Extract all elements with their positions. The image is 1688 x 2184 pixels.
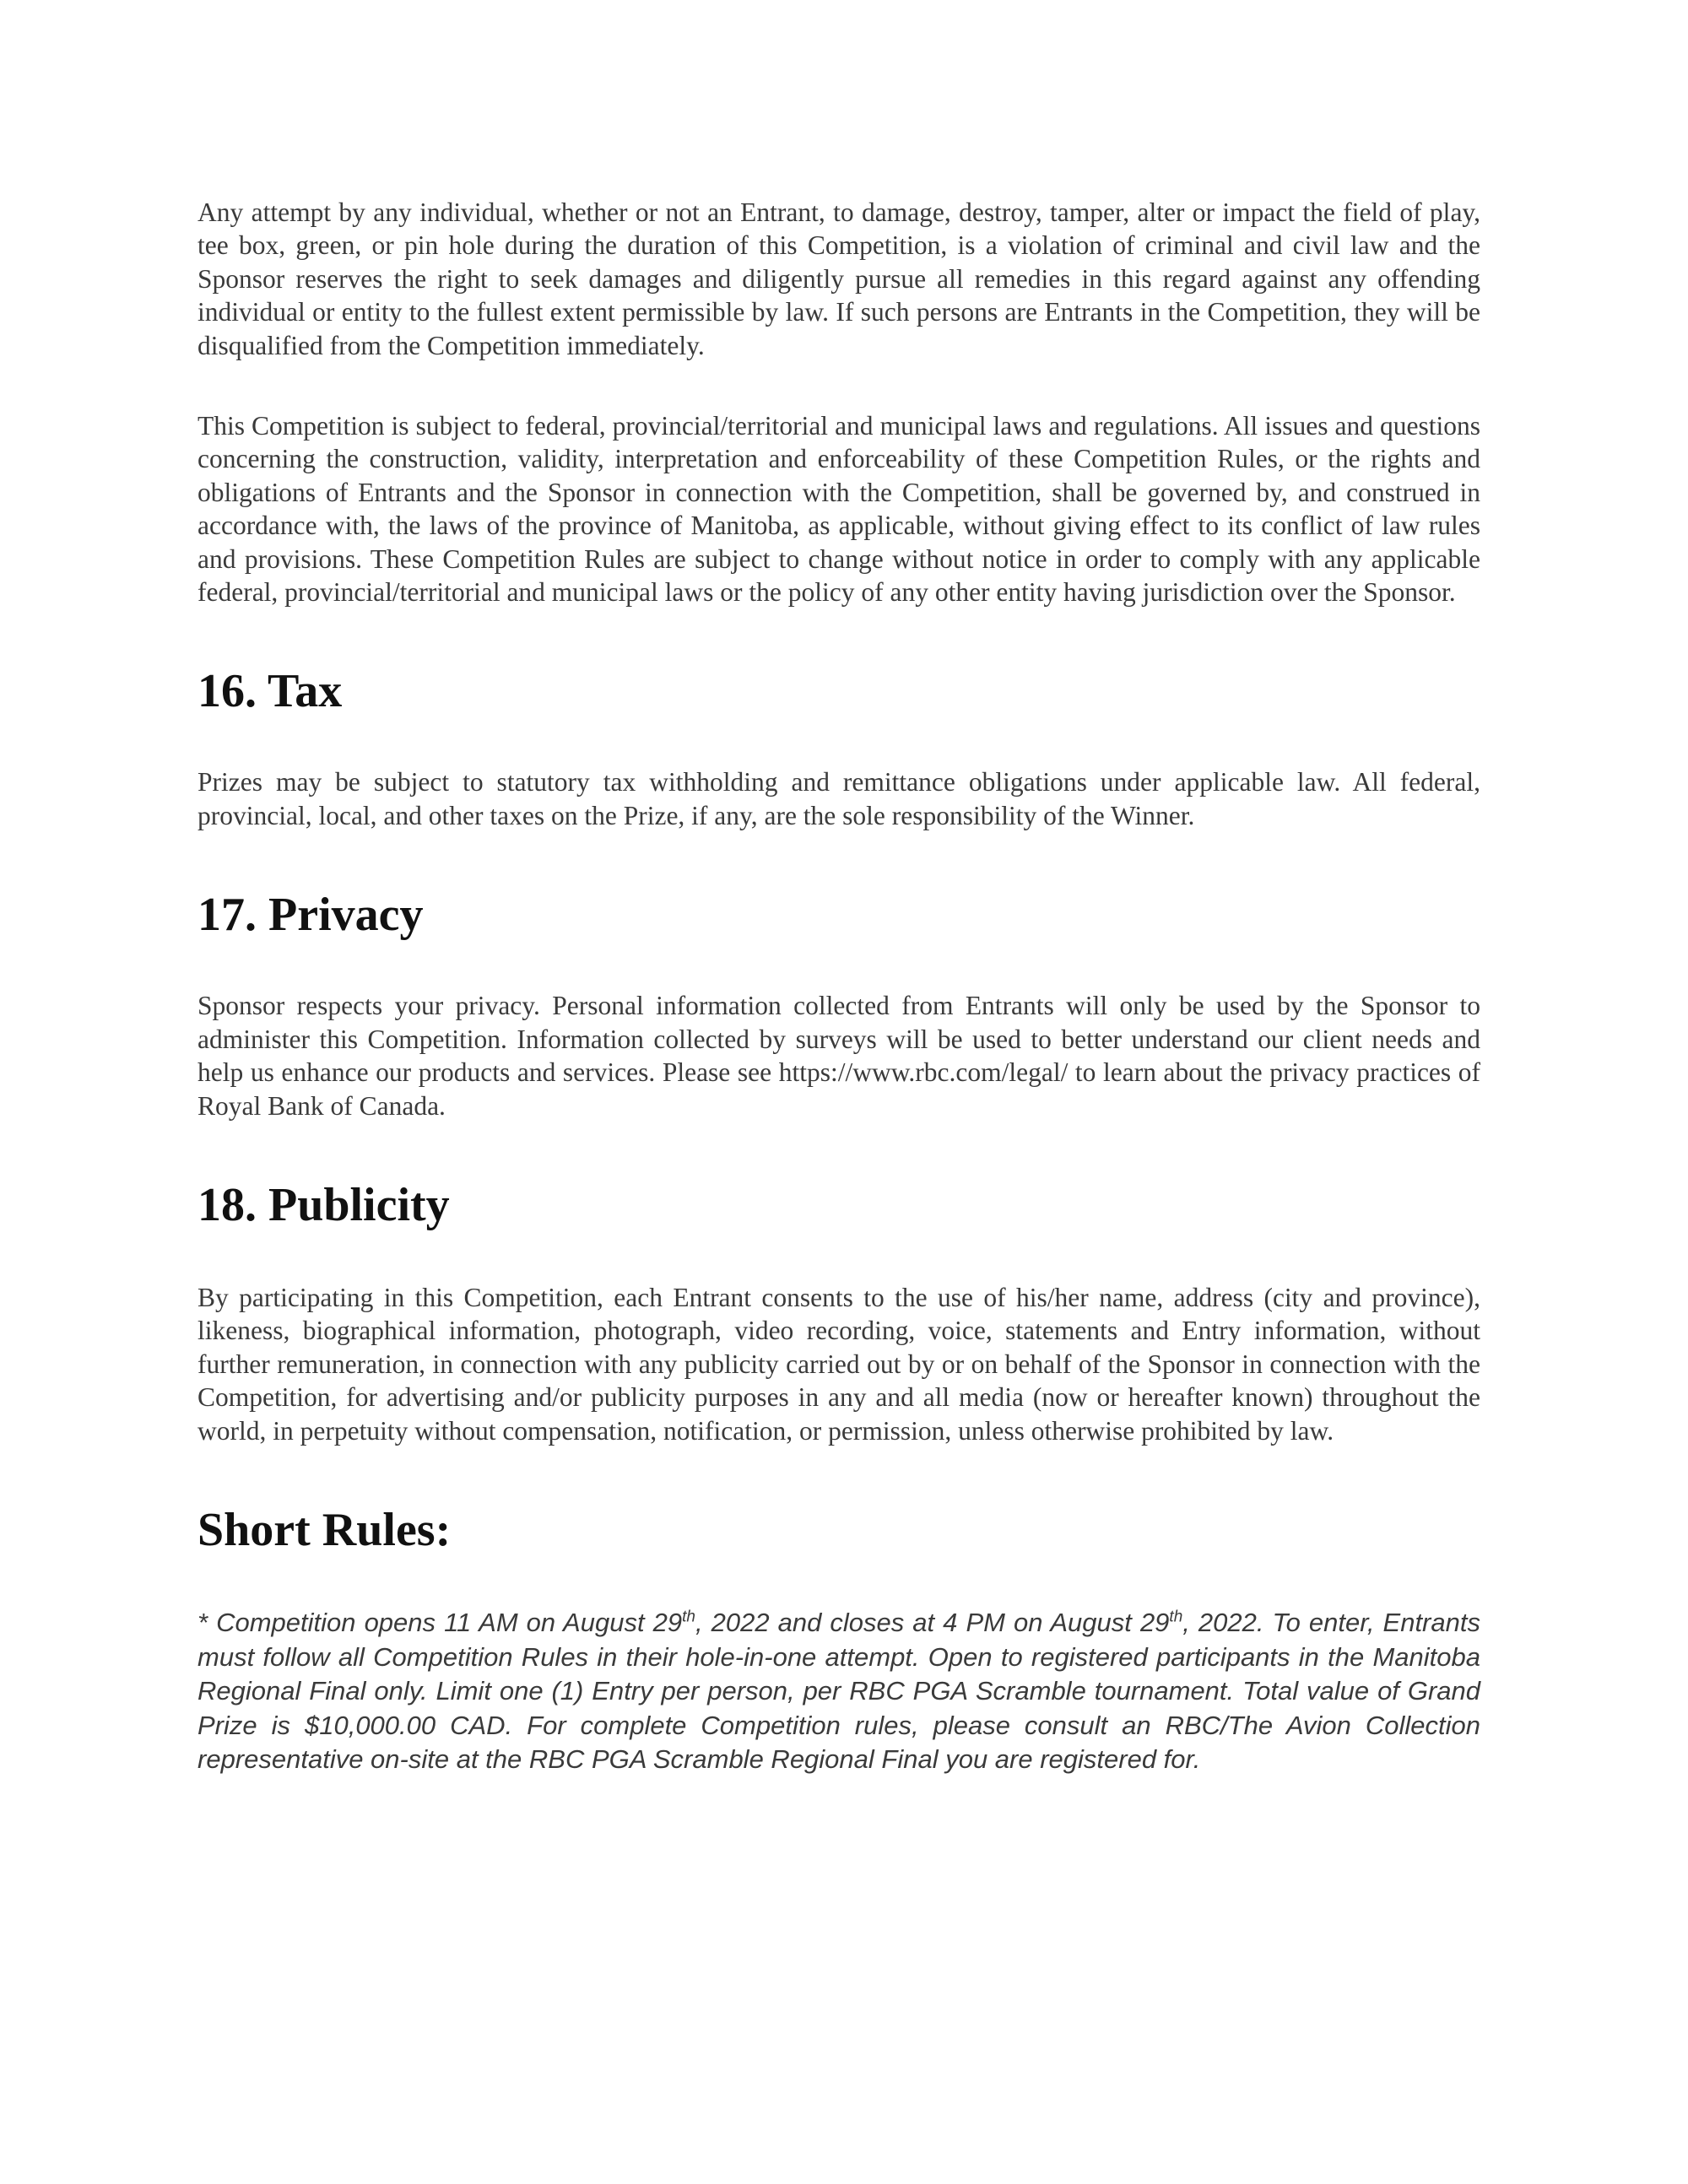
paragraph-short-rules (197, 1606, 1480, 1777)
superscript-th-1: th (682, 1608, 695, 1626)
paragraph-tax: Prizes may be subject to statutory tax withholding and remittance obligations under applicable law. All federal, provincial, local, and other taxes on the Prize, if any, are the sole responsibility of the Winner. (197, 767, 1480, 830)
document-page (197, 196, 1480, 1777)
short-rules-text-3: , 2022. To enter, Entrants must follow all Competition Rules in their hole-in-one attempt. Open to registered participants in the Manitoba Regional Final only. Limit one (1) Entry per person, per RBC PGA Scramble tournament. Total value of Grand Prize is $10,000.00 CAD. For complete Competition rules, please consult an RBC/The Avion Collection representative on-site at the RBC PGA Scramble Regional Final you are registered for. (197, 1607, 1480, 1775)
paragraph-publicity: By participating in this Competition, each Entrant consents to the use of his/her name, address (city and province), likeness, biographical information, photograph, video recording, voice, statements and Entry information, without further remuneration, in connection with any publicity carried out by or on behalf of the Sponsor in connection with the Competition, for advertising and/or publicity purposes in any and all media (now or hereafter known) throughout the world, in perpetuity without compensation, notification, or permission, unless otherwise prohibited by law. (197, 1282, 1480, 1446)
paragraph-privacy: Sponsor respects your privacy. Personal information collected from Entrants will only be used by the Sponsor to administer this Competition. Information collected by surveys will be used to better understand our client needs and help us enhance our products and services. Please see https://www.rbc.com/legal/ to learn about the privacy practices of Royal Bank of Canada. (197, 991, 1480, 1121)
heading-publicity: 18. Publicity (197, 1178, 450, 1231)
heading-privacy: 17. Privacy (197, 889, 424, 942)
paragraph-governing-law: This Competition is subject to federal, provincial/territorial and municipal laws and regulations. All issues and questions concerning the construction, validity, interpretation and enforceability of these Competition Rules, or the rights and obligations of Entrants and the Sponsor in connection with the Competition, shall be governed by, and construed in accordance with, the laws of the province of Manitoba, as applicable, without giving effect to its conflict of law rules and provisions. These Competition Rules are subject to change without notice in order to comply with any applicable federal, provincial/territorial and municipal laws or the policy of any other entity having jurisdiction over the Sponsor. (197, 411, 1480, 608)
paragraph-damage-clause: Any attempt by any individual, whether or not an Entrant, to damage, destroy, tamper, alter or impact the field of play, tee box, green, or pin hole during the duration of this Competition, is a violation of criminal and civil law and the Sponsor reserves the right to seek damages and diligently pursue all remedies in this regard against any offending individual or entity to the fullest extent permissible by law. If such persons are Entrants in the Competition, they will be disqualified from the Competition immediately. (197, 197, 1480, 360)
heading-short-rules: Short Rules: (197, 1503, 452, 1556)
short-rules-text-2: , 2022 and closes at 4 PM on August 29 (695, 1607, 1170, 1637)
heading-tax: 16. Tax (197, 665, 343, 718)
short-rules-text-1: * Competition opens 11 AM on August 29 (197, 1607, 683, 1637)
superscript-th-2: th (1169, 1608, 1183, 1626)
